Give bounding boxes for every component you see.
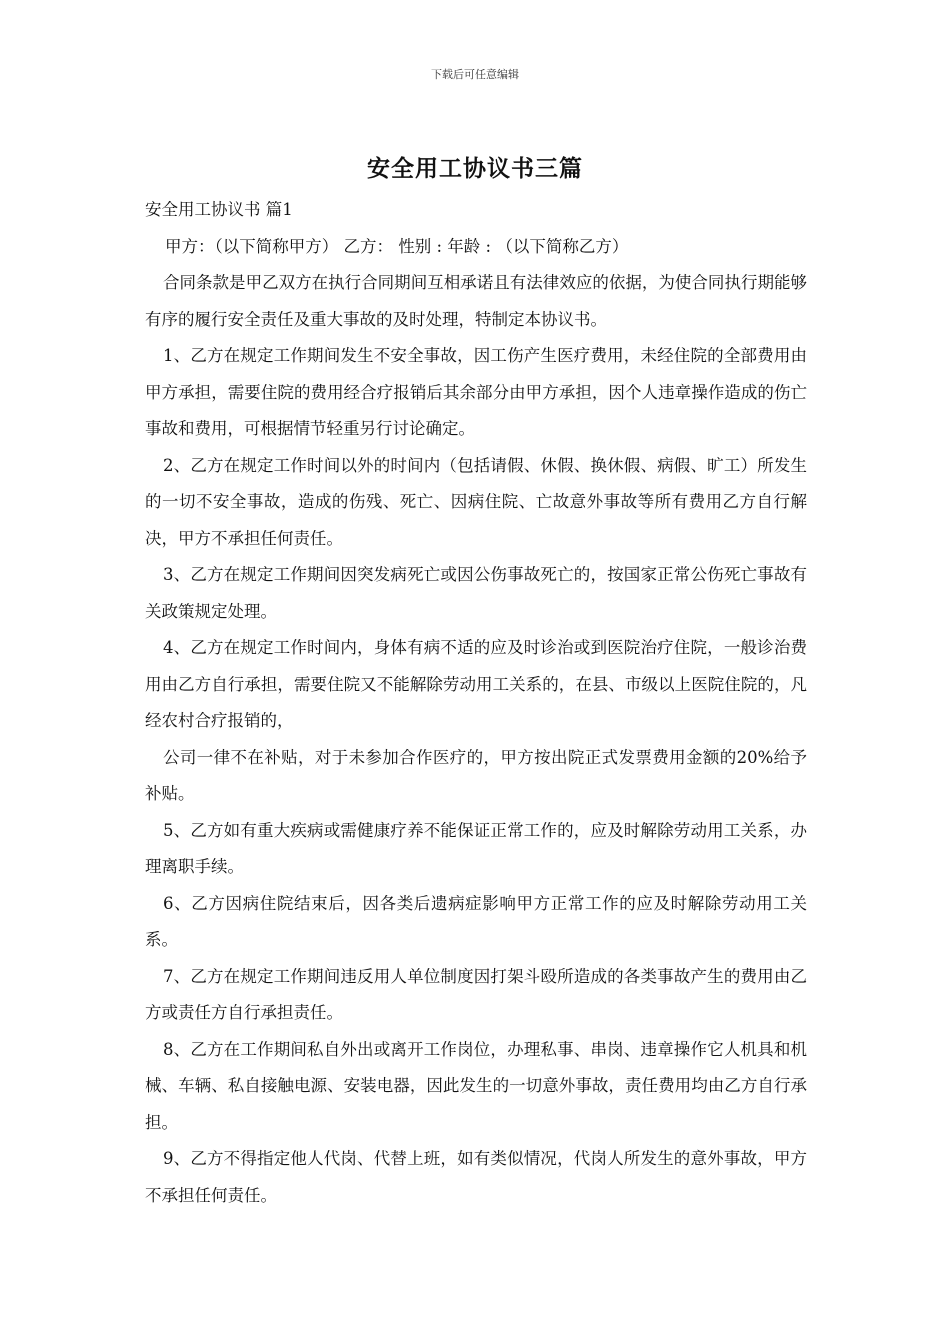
clause-3: 3、乙方在规定工作期间因突发病死亡或因公伤事故死亡的，按国家正常公伤死亡事故有关政策规定处理。 bbox=[145, 565, 807, 621]
section-subtitle: 安全用工协议书 篇1 bbox=[145, 200, 293, 219]
clause-4: 4、乙方在规定工作时间内，身体有病不适的应及时诊治或到医院治疗住院，一般诊治费用由乙方自行承担，需要住院又不能解除劳动用工关系的，在县、市级以上医院住院的，凡经农村合疗报销的， bbox=[145, 638, 807, 730]
intro-paragraph: 合同条款是甲乙双方在执行合同期间互相承诺且有法律效应的依据，为使合同执行期能够有序的履行安全责任及重大事故的及时处理，特制定本协议书。 bbox=[145, 273, 807, 329]
clause-8: 8、乙方在工作期间私自外出或离开工作岗位，办理私事、串岗、违章操作它人机具和机械、车辆、私自接触电源、安装电器，因此发生的一切意外事故，责任费用均由乙方自行承担。 bbox=[145, 1039, 807, 1132]
document-title: 安全用工协议书三篇 bbox=[367, 155, 583, 182]
clause-1: 1、乙方在规定工作期间发生不安全事故，因工伤产生医疗费用，未经住院的全部费用由甲方承担，需要住院的费用经合疗报销后其余部分由甲方承担，因个人违章操作造成的伤亡事故和费用，可根据情节轻重另行讨论确定。 bbox=[145, 346, 807, 438]
clause-2: 2、乙方在规定工作时间以外的时间内（包括请假、休假、换休假、病假、旷工）所发生的一切不安全事故，造成的伤残、死亡、因病住院、亡故意外事故等所有费用乙方自行解决，甲方不承担任何责任。 bbox=[145, 455, 807, 548]
parties-line: 甲方：（以下简称甲方） 乙方： 性别 : 年龄 : （以下简称乙方） bbox=[165, 236, 629, 256]
clause-7: 7、乙方在规定工作期间违反用人单位制度因打架斗殴所造成的各类事故产生的费用由乙方或责任方自行承担责任。 bbox=[145, 966, 807, 1022]
header-note: 下载后可任意编辑 bbox=[431, 68, 519, 81]
clause-6: 6、乙方因病住院结束后，因各类后遗病症影响甲方正常工作的应及时解除劳动用工关系。 bbox=[145, 893, 807, 949]
document-body bbox=[145, 192, 807, 1214]
clause-4-continued: 公司一律不在补贴，对于未参加合作医疗的，甲方按出院正式发票费用金额的20%给予补贴。 bbox=[145, 747, 807, 803]
clause-5: 5、乙方如有重大疾病或需健康疗养不能保证正常工作的，应及时解除劳动用工关系，办理离职手续。 bbox=[145, 820, 807, 876]
clause-9: 9、乙方不得指定他人代岗、代替上班，如有类似情况，代岗人所发生的意外事故，甲方不承担任何责任。 bbox=[145, 1149, 807, 1205]
